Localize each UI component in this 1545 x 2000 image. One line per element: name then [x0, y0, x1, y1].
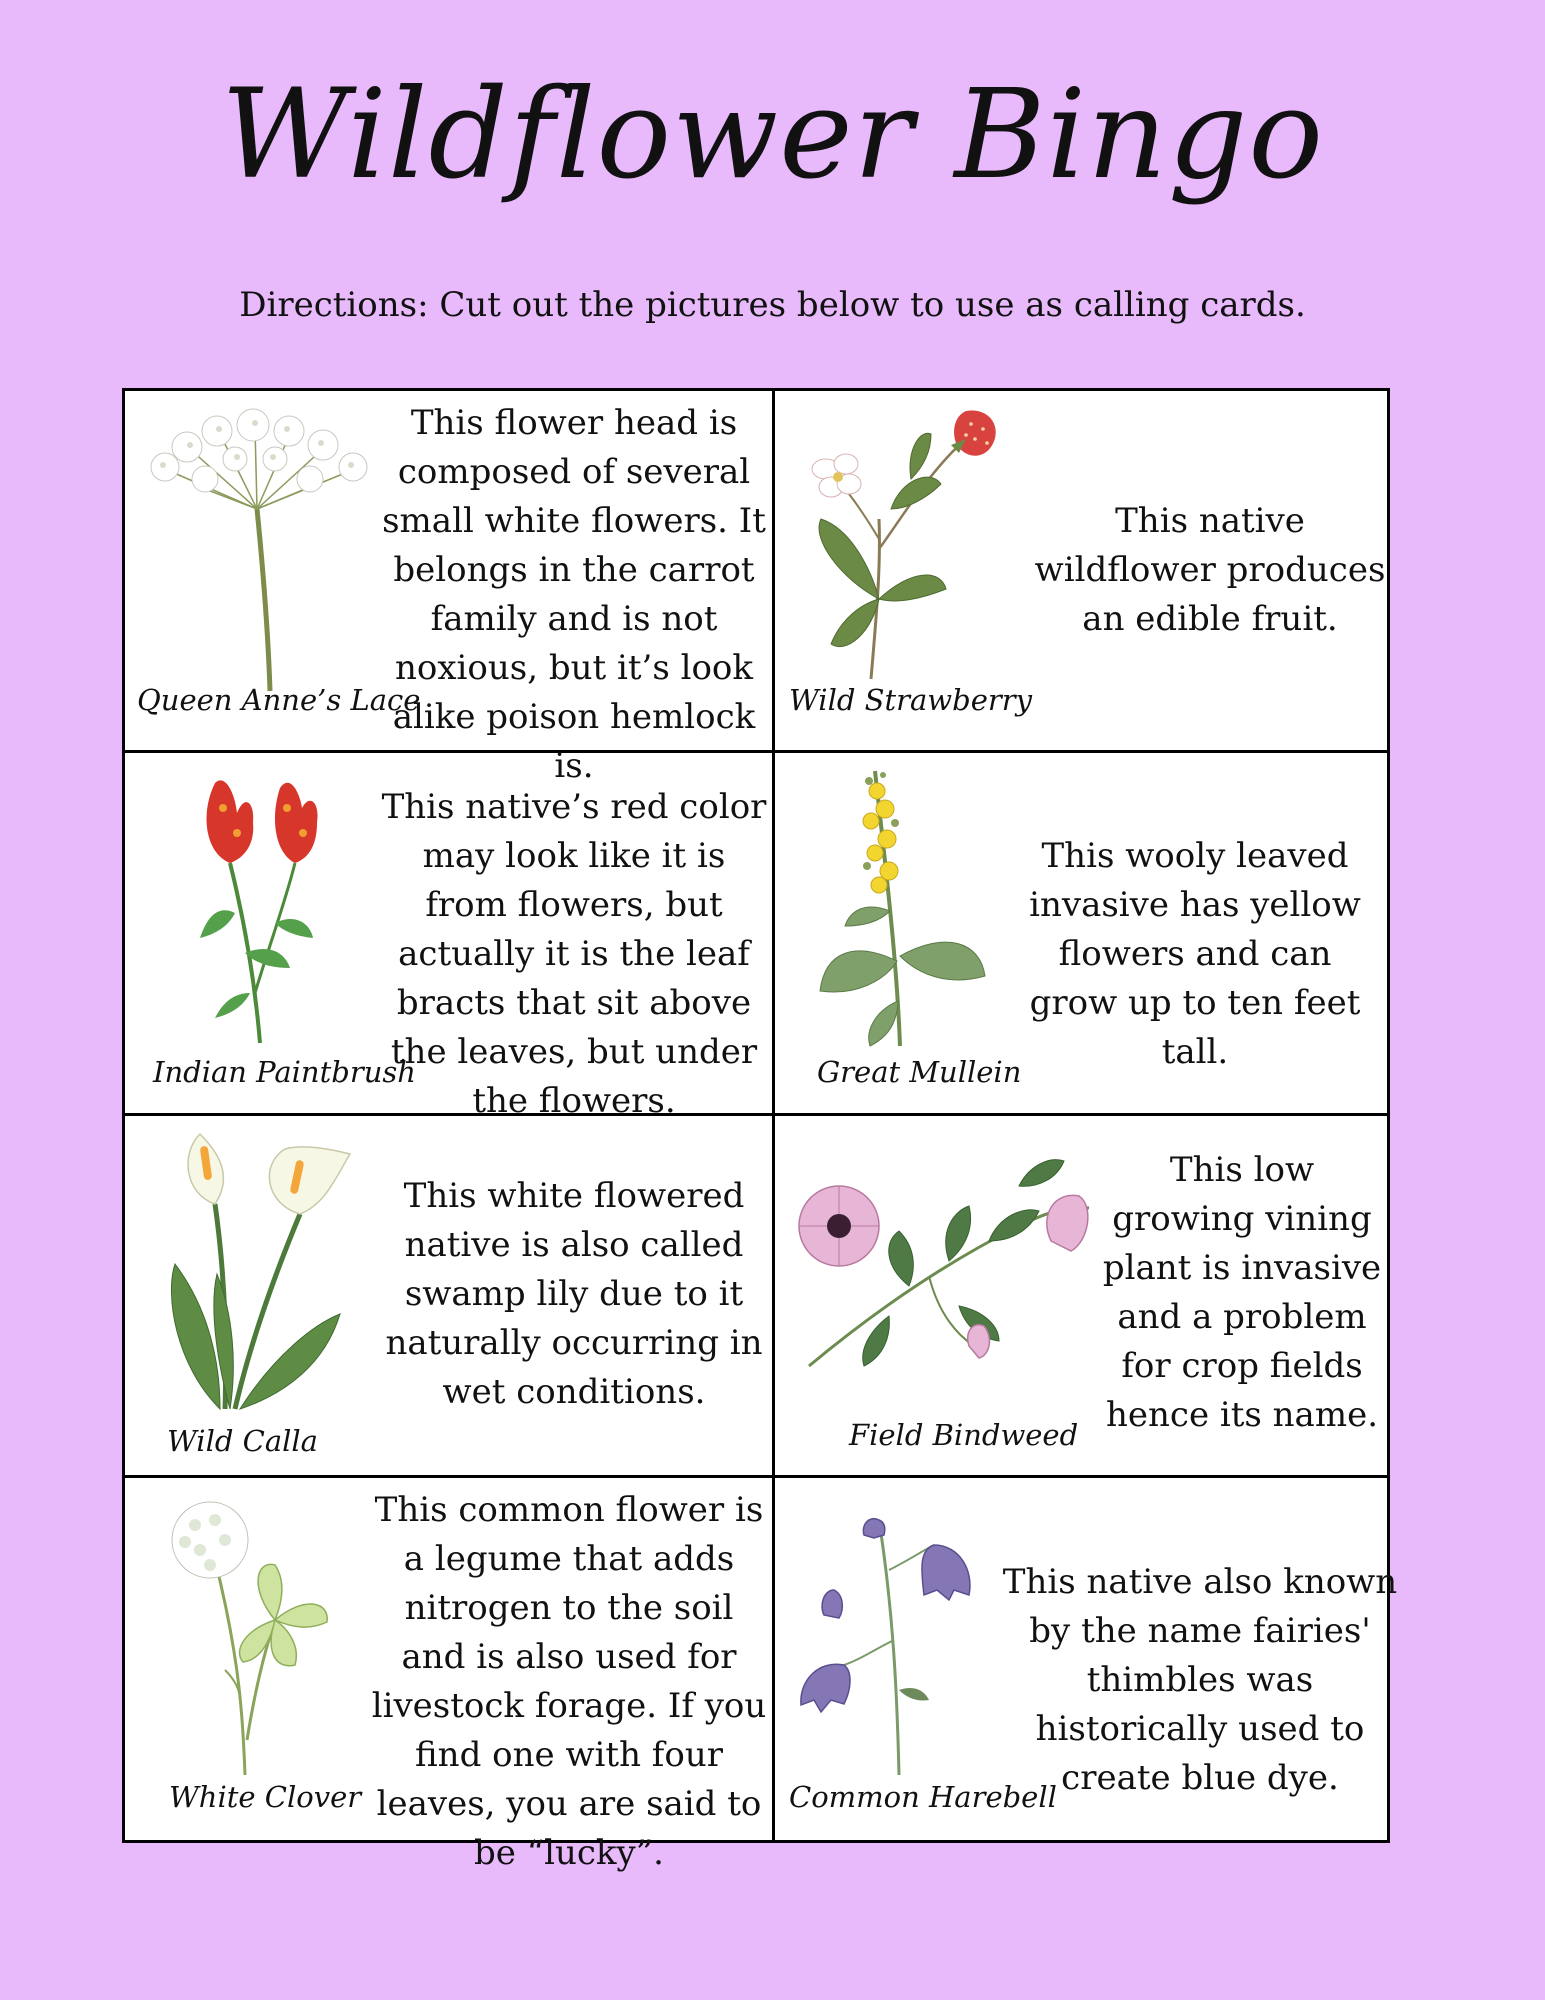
card-wild-calla	[125, 1116, 775, 1478]
card-label: Common Harebell	[789, 1779, 1057, 1814]
card-description: This low growing vining plant is invasive and a problem for crop fields hence its name.	[1102, 1149, 1382, 1435]
card-description: This wooly leaved invasive has yellow flowers and can grow up to ten feet tall.	[1029, 836, 1361, 1073]
indian-paintbrush-illustration	[175, 763, 345, 1053]
directions-text: Directions: Cut out the pictures below to use as calling cards.	[239, 285, 1306, 325]
card-label: Field Bindweed	[849, 1417, 1079, 1452]
card-description: This native’s red color may look like it is from flowers, but actually it is the leaf bracts that sit above the leaves, but under the flowers.	[381, 787, 767, 1122]
bingo-card-grid	[122, 388, 1398, 1873]
card-description: This common flower is a legume that adds nitrogen to the soil and is also used for livestock forage. If you find one with four leaves, you are said to be “lucky”.	[371, 1489, 767, 1873]
card-label: Wild Strawberry	[789, 683, 1032, 717]
card-field-bindweed	[775, 1116, 1387, 1478]
card-label: Indian Paintbrush	[153, 1055, 416, 1090]
card-label: Queen Anne’s Lace	[137, 683, 421, 717]
card-description: This white flowered native is also called swamp lily due to it naturally occurring in wet conditions.	[385, 1175, 763, 1412]
card-label: Wild Calla	[167, 1423, 318, 1458]
card-white-clover	[125, 1478, 775, 1873]
field-bindweed-illustration	[789, 1146, 1099, 1386]
common-harebell-illustration	[789, 1490, 999, 1780]
card-description: This native wildflower produces an edible fruit.	[1034, 501, 1386, 639]
card-great-mullein	[775, 753, 1387, 1115]
card-queen-annes-lace	[125, 391, 775, 786]
queen-annes-lace-illustration	[135, 399, 375, 699]
card-common-harebell	[775, 1478, 1398, 1840]
page-title: Wildflower Bingo	[220, 63, 1325, 207]
wild-strawberry-illustration	[791, 399, 1021, 689]
wild-calla-illustration	[155, 1124, 355, 1414]
card-description: This flower head is composed of several small white flowers. It belongs in the carrot family and is not noxious, but it’s look alike poison hemlock is.	[382, 403, 766, 786]
great-mullein-illustration	[805, 761, 995, 1051]
card-label: Great Mullein	[817, 1055, 1022, 1090]
card-description: This native also known by the name fairies' thimbles was historically used to create blue dye.	[1002, 1561, 1398, 1798]
card-indian-paintbrush	[125, 753, 775, 1122]
white-clover-illustration	[155, 1490, 355, 1780]
card-label: White Clover	[169, 1779, 362, 1814]
card-wild-strawberry	[775, 391, 1387, 753]
